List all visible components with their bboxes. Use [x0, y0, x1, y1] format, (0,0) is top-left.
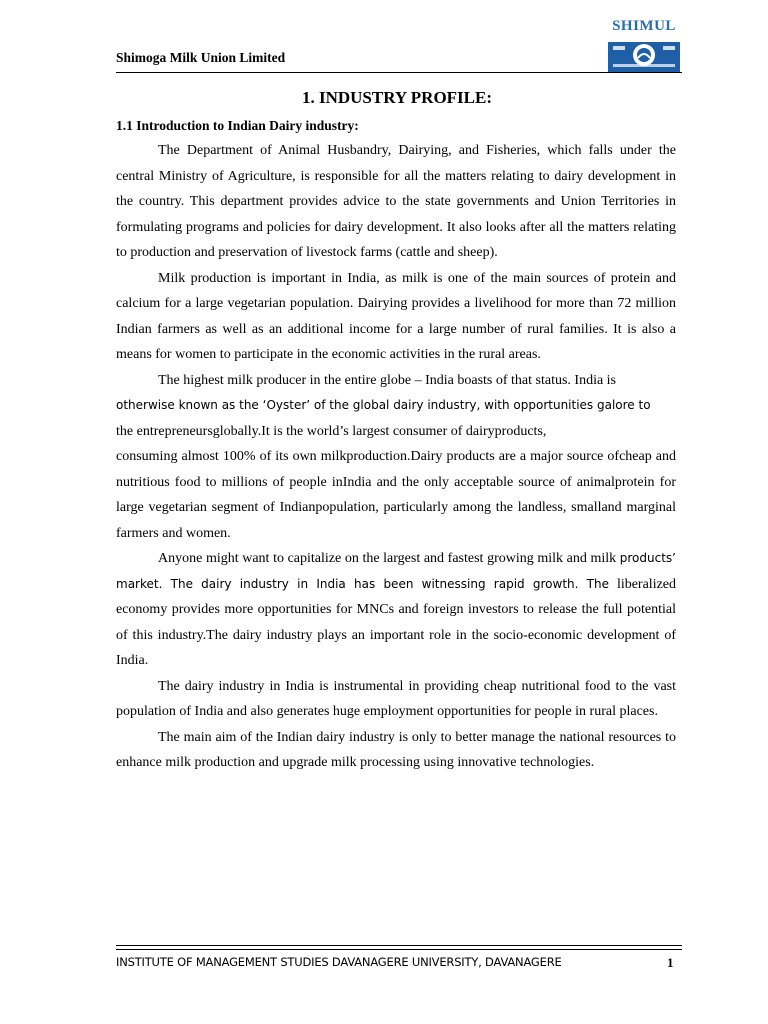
- footer-institute: INSTITUTE OF MANAGEMENT STUDIES DAVANAGERE UNIVERSITY, DAVANAGERE: [116, 955, 562, 969]
- paragraph: The main aim of the Indian dairy industry is only to better manage the national resources to enhance milk production and upgrade milk processing using innovative technologies.: [116, 729, 676, 770]
- paragraph-line: [116, 393, 676, 419]
- paragraph-line: The highest milk producer in the entire globe – India boasts of that status. India is: [158, 372, 617, 388]
- footer-divider-thin: [116, 949, 682, 950]
- paragraph: The Department of Animal Husbandry, Dairying, and Fisheries, which falls under the central Ministry of Agriculture, is responsible for all the matters relating to dairy development in the country. This department provides advice to the state governments and Union Territories in formulating programs and policies for dairy development. It also looks after all the matters relating to production and preservation of livestock farms (cattle and sheep).: [116, 143, 676, 260]
- paragraph-line: the entrepreneursglobally.It is the world’s largest consumer of dairyproducts,: [116, 423, 547, 439]
- paragraph: [116, 546, 676, 674]
- logo-text: SHIMUL: [612, 18, 676, 34]
- logo-emblem-icon: [605, 18, 683, 74]
- paragraph-line: liberalized economy provides more opportunities for MNCs and foreign investors to release the full potential of this industry.The dairy industry plays an important role in the socio-economic development of India.: [116, 576, 677, 668]
- footer-divider: [116, 945, 682, 946]
- paragraph: consuming almost 100% of its own milkproduction.Dairy products are a major source ofcheap and nutritious food to millions of people inIndia and the only acceptable source of animalprotein for large vegetarian segment of Indianpopulation, particularly among the landless, smalland marginal farmers and women.: [116, 449, 676, 541]
- paragraph-line-sans: products’ market. The dairy industry in India has been witnessing rapid growth. The: [116, 551, 676, 591]
- body-text: [116, 138, 676, 776]
- paragraph: [116, 368, 676, 394]
- header-org-name: Shimoga Milk Union Limited: [116, 50, 286, 65]
- subsection-heading: 1.1 Introduction to Indian Dairy industry:: [116, 118, 359, 133]
- page-number: 1: [667, 955, 674, 970]
- paragraph: The dairy industry in India is instrumental in providing cheap nutritional food to the vast population of India and also generates huge employment opportunities for people in rural places.: [116, 678, 676, 719]
- section-heading: 1. INDUSTRY PROFILE:: [301, 88, 493, 107]
- shimul-logo: [605, 18, 683, 74]
- paragraph-line-sans: otherwise known as the ‘Oyster’ of the global dairy industry, with opportunities galore to: [116, 398, 651, 412]
- paragraph-line: Anyone might want to capitalize on the largest and fastest growing milk and milk: [158, 551, 617, 566]
- header-divider: [116, 72, 682, 73]
- paragraph: Milk production is important in India, as milk is one of the main sources of protein and calcium for a large vegetarian population. Dairying provides a livelihood for more than 72 million Indian farmers as well as an additional income for a large number of rural families. It is also a means for women to participate in the economic activities in the rural areas.: [116, 270, 676, 362]
